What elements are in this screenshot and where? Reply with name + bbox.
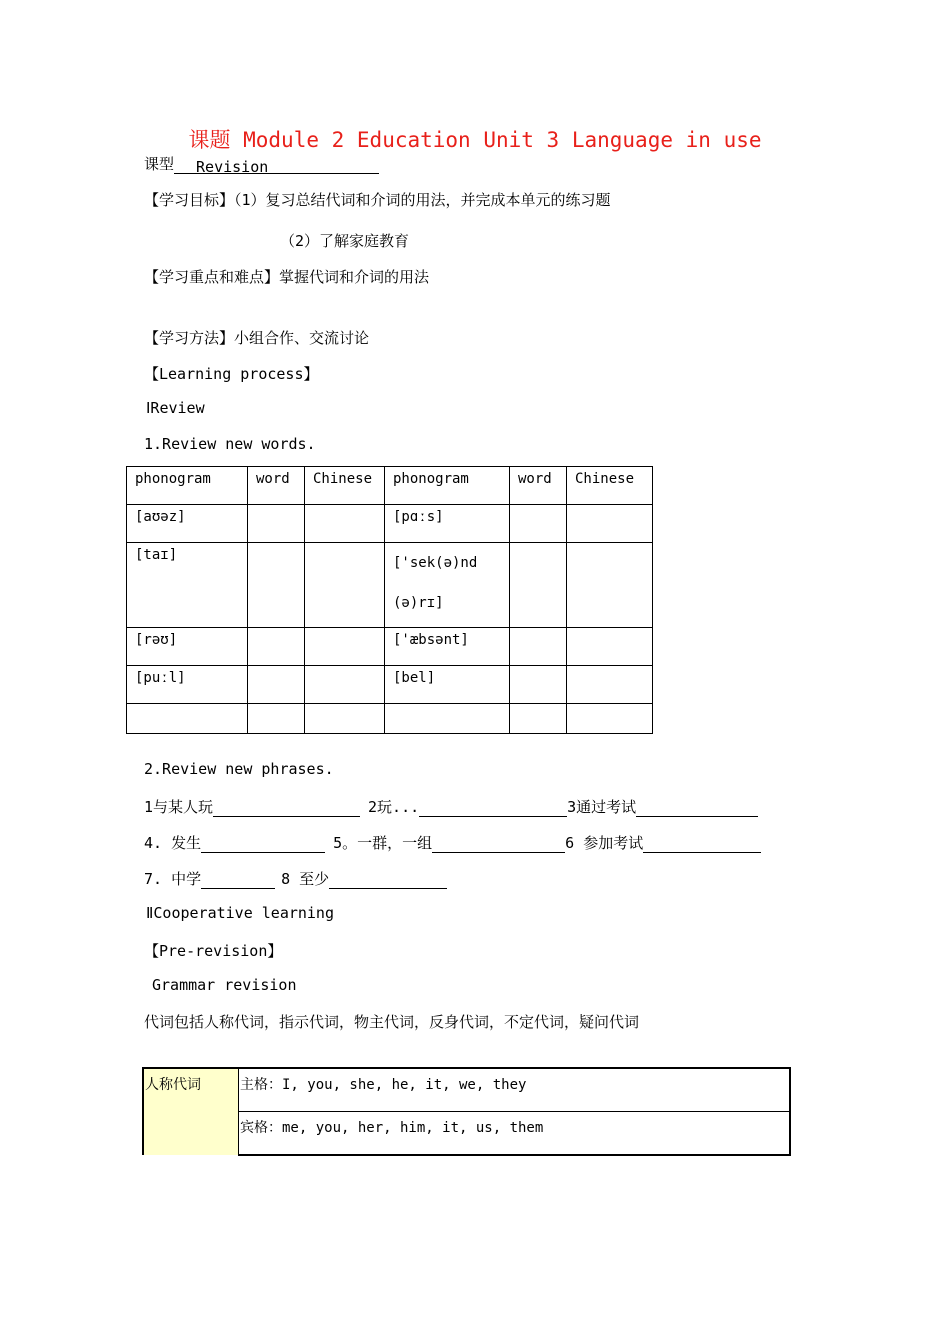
- table-cell[interactable]: [248, 666, 305, 704]
- subject-case: 主格：I, you, she, he, it, we, they: [239, 1068, 791, 1112]
- table-cell[interactable]: [510, 543, 567, 628]
- phrase-7: 7. 中学: [144, 870, 202, 888]
- pre-revision-heading: 【Pre-revision】: [144, 942, 283, 960]
- table-cell[interactable]: [510, 666, 567, 704]
- section-review: ⅠReview: [146, 399, 205, 417]
- blank-7[interactable]: [201, 872, 275, 889]
- objective-2: （2）了解家庭教育: [280, 232, 410, 250]
- table-cell[interactable]: [305, 543, 385, 628]
- phrase-4: 4. 发生: [144, 834, 202, 852]
- review-words-heading: 1.Review new words.: [144, 435, 316, 453]
- key-points-text: 掌握代词和介词的用法: [279, 268, 430, 286]
- words-table: [126, 466, 653, 734]
- blank-2[interactable]: [419, 800, 567, 817]
- blank-8[interactable]: [329, 872, 447, 889]
- header-cell: phonogram: [385, 467, 510, 505]
- table-cell: [bel]: [385, 666, 510, 704]
- table-cell[interactable]: [305, 666, 385, 704]
- review-phrases-heading: 2.Review new phrases.: [144, 760, 334, 778]
- table-cell[interactable]: [248, 704, 305, 734]
- blank-4[interactable]: [201, 836, 325, 853]
- objectives-line: [144, 189, 611, 210]
- table-cell[interactable]: [567, 543, 653, 628]
- table-cell[interactable]: [127, 704, 248, 734]
- table-cell: ['sek(ə)nd(ə)rɪ]: [385, 543, 510, 628]
- phrase-line-1: [144, 796, 758, 817]
- table-cell[interactable]: [567, 628, 653, 666]
- phrase-8: 8 至少: [281, 870, 330, 888]
- blank-5[interactable]: [432, 836, 565, 853]
- table-cell[interactable]: [248, 628, 305, 666]
- method-text: 小组合作、交流讨论: [234, 329, 370, 347]
- blank-3[interactable]: [636, 800, 758, 817]
- grammar-heading: Grammar revision: [152, 976, 297, 994]
- table-cell[interactable]: [567, 704, 653, 734]
- lesson-type-label: 课型: [144, 155, 175, 173]
- phrase-line-3: [144, 868, 447, 889]
- table-cell[interactable]: [567, 505, 653, 543]
- pronoun-intro: 代词包括人称代词，指示代词，物主代词，反身代词，不定代词，疑问代词: [144, 1013, 640, 1031]
- lesson-type-value: Revision: [174, 158, 379, 174]
- phrase-3: 3通过考试: [567, 798, 637, 816]
- table-row: [127, 704, 653, 734]
- table-cell[interactable]: [510, 704, 567, 734]
- header-cell: word: [248, 467, 305, 505]
- table-cell: [rəʊ]: [127, 628, 248, 666]
- table-row: [127, 505, 653, 543]
- table-cell[interactable]: [510, 628, 567, 666]
- table-cell: [pɑːs]: [385, 505, 510, 543]
- table-row: [143, 1112, 790, 1156]
- table-row: [127, 666, 653, 704]
- header-cell: Chinese: [567, 467, 653, 505]
- table-row: [127, 543, 653, 628]
- table-cell: [aʊəz]: [127, 505, 248, 543]
- header-cell: word: [510, 467, 567, 505]
- table-header-row: [127, 467, 653, 505]
- method: [144, 327, 369, 348]
- header-cell: Chinese: [305, 467, 385, 505]
- table-row: [127, 628, 653, 666]
- table-cell[interactable]: [305, 704, 385, 734]
- table-cell[interactable]: [567, 666, 653, 704]
- blank-1[interactable]: [213, 800, 360, 817]
- method-label: 【学习方法】: [144, 329, 235, 347]
- table-cell[interactable]: [248, 543, 305, 628]
- table-cell[interactable]: [305, 505, 385, 543]
- objective-1: （1）复习总结代词和介词的用法，并完成本单元的练习题: [234, 191, 611, 209]
- phrase-6: 6 参加考试: [565, 834, 644, 852]
- table-cell: [taɪ]: [127, 543, 248, 628]
- table-cell[interactable]: [385, 704, 510, 734]
- phrase-line-2: [144, 832, 761, 853]
- pronoun-type-label: 人称代词: [143, 1068, 239, 1155]
- key-points-label: 【学习重点和难点】: [144, 268, 280, 286]
- table-cell: [puːl]: [127, 666, 248, 704]
- blank-6[interactable]: [643, 836, 761, 853]
- section-cooperative: ⅡCooperative learning: [146, 904, 334, 922]
- phrase-5: 5。一群，一组: [333, 834, 433, 852]
- process-heading: 【Learning process】: [144, 365, 319, 383]
- objectives-label: 【学习目标】: [144, 191, 235, 209]
- table-cell[interactable]: [248, 505, 305, 543]
- phrase-2: 2玩...: [368, 798, 420, 816]
- header-cell: phonogram: [127, 467, 248, 505]
- lesson-type: [144, 153, 379, 174]
- pronoun-table: [142, 1067, 791, 1156]
- table-cell: ['æbsənt]: [385, 628, 510, 666]
- table-cell[interactable]: [510, 505, 567, 543]
- table-cell[interactable]: [305, 628, 385, 666]
- page-title: 课题 Module 2 Education Unit 3 Language in use: [188, 128, 762, 152]
- object-case: 宾格：me, you, her, him, it, us, them: [239, 1112, 791, 1156]
- table-row: [143, 1068, 790, 1112]
- phrase-1: 1与某人玩: [144, 798, 214, 816]
- key-points: [144, 266, 429, 287]
